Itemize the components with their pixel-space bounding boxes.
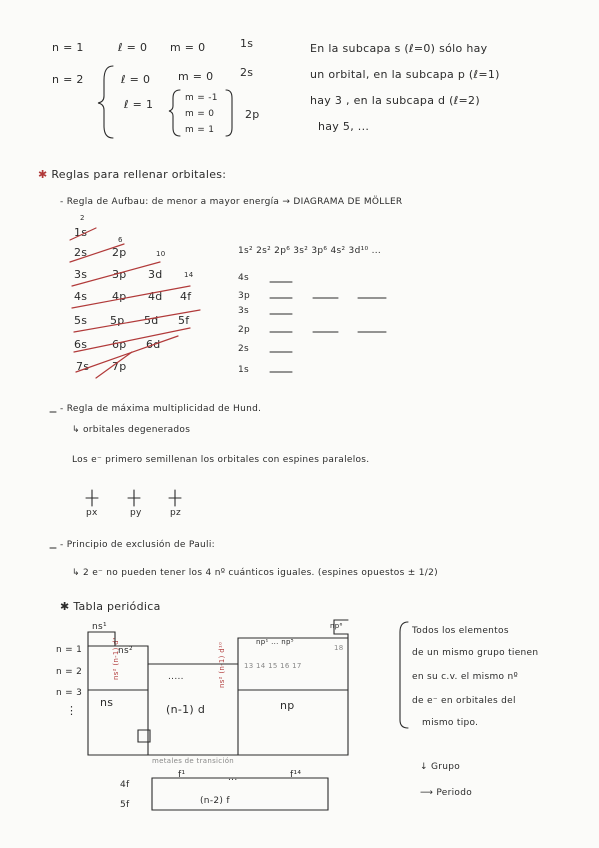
ns2-d10-label: ns² (n-1) d¹⁰	[218, 641, 226, 688]
cap-14: 14	[184, 271, 194, 279]
arrow-right-icon: ⟶	[420, 788, 434, 798]
row-n1: n = 1	[56, 645, 83, 655]
py-arrow	[128, 490, 140, 506]
row-ellipsis: ⋮	[66, 704, 78, 717]
brace-n2	[98, 66, 113, 138]
px-label: px	[86, 508, 98, 518]
transition-label: metales de transición	[152, 757, 235, 765]
moeller-2s: 2s	[74, 246, 88, 259]
hund-text: Los e⁻ primero semillenan los orbitales con espines paralelos.	[72, 455, 370, 465]
table-outline	[88, 632, 115, 646]
orbital-1s: 1s	[240, 37, 254, 50]
periodo-text: Periodo	[436, 788, 473, 798]
cap-10: 10	[156, 250, 166, 258]
l0-value: ℓ = 0	[121, 73, 151, 86]
moeller-arrows	[70, 228, 200, 378]
moeller-7p: 7p	[112, 360, 127, 373]
moeller-5f: 5f	[178, 314, 190, 327]
f-block-outline	[152, 778, 328, 810]
cap-2: 2	[80, 214, 85, 222]
ns2-d1-label: ns² (n-1) d¹	[112, 636, 120, 680]
moeller-3p: 3p	[112, 268, 127, 281]
moeller-3s: 3s	[74, 268, 88, 281]
np-block: np	[280, 699, 295, 712]
n2-label: n = 2	[52, 73, 84, 86]
fdots-label: ...	[228, 773, 238, 783]
moeller-1s: 1s	[74, 226, 88, 239]
moeller-4p: 4p	[112, 290, 127, 303]
moeller-4f: 4f	[180, 290, 192, 303]
pz-arrow	[169, 490, 181, 506]
f-row-4f: 4f	[120, 780, 130, 790]
moeller-4d: 4d	[148, 290, 163, 303]
m0-value: m = 0	[178, 70, 214, 83]
n1-label: n = 1	[52, 41, 84, 54]
groups-label: 13 14 15 16 17	[244, 662, 302, 670]
m-plus1: m = 1	[185, 125, 215, 135]
l1p-value: ℓ = 1	[124, 98, 154, 111]
moeller-4s: 4s	[74, 290, 88, 303]
aufbau-rule: - Regla de Aufbau: de menor a mayor energía → DIAGRAMA DE MÖLLER	[60, 197, 403, 207]
f14-label: f¹⁴	[290, 770, 302, 780]
moeller-6p: 6p	[112, 338, 127, 351]
moeller-5p: 5p	[110, 314, 125, 327]
explanation-line-4: hay 5, ...	[318, 120, 370, 133]
moeller-6s: 6s	[74, 338, 88, 351]
rules-heading-text: Reglas para rellenar orbitales:	[51, 168, 227, 181]
m1-value: m = 0	[170, 41, 206, 54]
hund-sub: ↳ orbitales degenerados	[72, 425, 191, 435]
note-line-1: Todos los elementos	[412, 626, 509, 636]
explanation-line-1: En la subcapa s (ℓ=0) sólo hay	[310, 42, 488, 55]
moeller-7s: 7s	[76, 360, 90, 373]
ns2-label: ns²	[118, 646, 133, 656]
level-3p: 3p	[238, 291, 251, 301]
grupo-text: Grupo	[431, 762, 461, 772]
row-n3: n = 3	[56, 688, 83, 698]
ns-block: ns	[100, 696, 114, 709]
moeller-5d: 5d	[144, 314, 159, 327]
asterisk-icon: ✱	[38, 168, 48, 181]
pz-label: pz	[170, 508, 182, 518]
dots-block: .....	[168, 672, 184, 682]
hund-title: - Regla de máxima multiplicidad de Hund.	[60, 404, 262, 414]
explanation-line-2: un orbital, en la subcapa p (ℓ=1)	[310, 68, 500, 81]
level-2p: 2p	[238, 325, 251, 335]
group18-label: 18	[334, 644, 344, 652]
filling-sequence: 1s² 2s² 2p⁶ 3s² 3p⁶ 4s² 3d¹⁰ ...	[238, 246, 382, 256]
table-title: ✱ Tabla periódica	[60, 600, 161, 613]
note-line-2: de un mismo grupo tienen	[412, 648, 539, 658]
moeller-6d: 6d	[146, 338, 161, 351]
moeller-3d: 3d	[148, 268, 163, 281]
note-line-3: en su c.v. el mismo nº	[412, 672, 519, 682]
pauli-title: - Principio de exclusión de Pauli:	[60, 540, 215, 550]
orbital-2s: 2s	[240, 66, 254, 79]
m-zero: m = 0	[185, 109, 215, 119]
py-label: py	[130, 508, 142, 518]
level-4s: 4s	[238, 273, 250, 283]
note-line-4: de e⁻ en orbitales del	[412, 696, 516, 706]
px-arrow	[86, 490, 98, 506]
note-bracket	[400, 622, 408, 728]
arrow-down-icon: ↓	[420, 762, 428, 772]
level-3s: 3s	[238, 306, 250, 316]
bracket-m	[169, 90, 180, 136]
row-n2: n = 2	[56, 667, 83, 677]
ns1-label: ns¹	[92, 622, 107, 632]
explanation-line-3: hay 3 , en la subcapa d (ℓ=2)	[310, 94, 480, 107]
bracket-m-right	[226, 90, 232, 136]
moeller-5s: 5s	[74, 314, 88, 327]
cap-6: 6	[118, 236, 123, 244]
orbital-2p: 2p	[245, 108, 260, 121]
np6-label: np⁶	[330, 622, 343, 630]
pauli-text: ↳ 2 e⁻ no pueden tener los 4 nº cuánticos iguales. (espines opuestos ± 1/2)	[72, 568, 438, 578]
f-row-5f: 5f	[120, 800, 130, 810]
level-2s: 2s	[238, 344, 250, 354]
note-line-5: mismo tipo.	[422, 718, 479, 728]
moeller-2p: 2p	[112, 246, 127, 259]
m-minus1: m = -1	[185, 93, 218, 103]
f-block: (n-2) f	[200, 796, 230, 806]
l1-value: ℓ = 0	[118, 41, 148, 54]
level-1s: 1s	[238, 365, 250, 375]
np-range-label: np¹ ... np⁵	[256, 638, 294, 646]
d-block: (n-1) d	[166, 703, 206, 716]
f1-label: f¹	[178, 770, 186, 780]
